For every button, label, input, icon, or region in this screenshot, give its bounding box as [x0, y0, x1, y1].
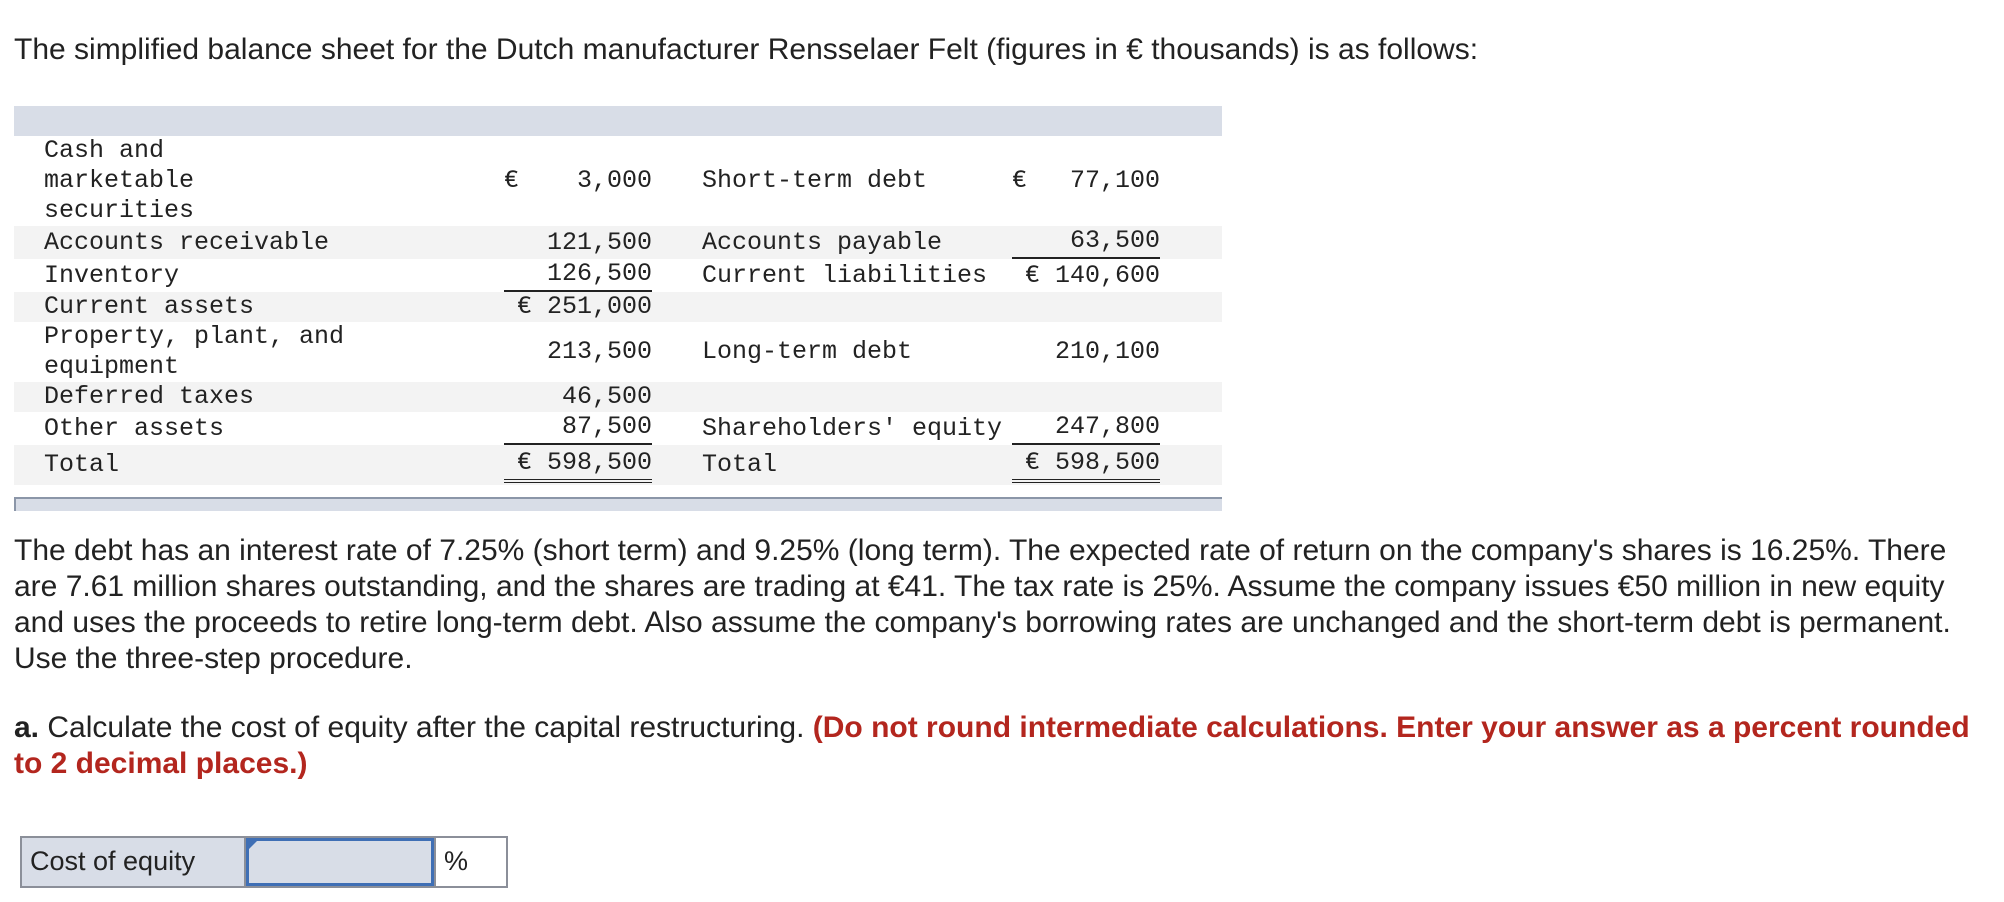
right-value: € 140,600 — [1024, 260, 1160, 290]
left-value: 213,500 — [546, 337, 652, 366]
table-row — [14, 322, 1222, 382]
left-label: Cash and marketable securities — [44, 136, 195, 225]
right-value: 247,800 — [1012, 412, 1160, 445]
right-label: Current liabilities — [702, 260, 988, 290]
right-label: Short-term debt — [702, 166, 928, 195]
problem-paragraph: The debt has an interest rate of 7.25% (short term) and 9.25% (long term). The expected rate of return on the company's shares is 16.25%. There are 7.61 million shares outstanding, and the shares are trading at €41. The tax rate is 25%. Assume the company issues €50 million in new equity and uses the proceeds to retire long-term debt. Also assume the company's borrowing rates are unchanged and the short-term debt is permanent. Use the three-step procedure. — [14, 534, 1951, 675]
left-value: 3,000 — [576, 166, 652, 195]
right-value: 77,100 — [1069, 166, 1160, 195]
left-label: Inventory — [44, 260, 180, 290]
cost-of-equity-input[interactable] — [246, 838, 434, 886]
input-flag-icon — [248, 840, 258, 850]
table-row — [14, 412, 1222, 445]
table-row — [14, 445, 1222, 485]
left-value: 46,500 — [561, 382, 652, 411]
right-label: Accounts payable — [672, 226, 1012, 259]
table-row — [14, 382, 1222, 412]
problem-intro: The simplified balance sheet for the Dutch manufacturer Rensselaer Felt (figures in € thousands) is as follows: — [14, 33, 1479, 66]
right-value: 63,500 — [1012, 226, 1160, 259]
right-label: Long-term debt — [702, 337, 913, 366]
right-label: Shareholders' equity — [702, 413, 1003, 443]
table-row — [14, 136, 1222, 226]
left-value: € 598,500 — [504, 448, 652, 483]
right-value: € 598,500 — [1012, 448, 1160, 483]
balance-sheet-table — [14, 136, 1222, 485]
left-label: Total — [14, 445, 504, 485]
question-instruction: (Do not round intermediate calculations. Enter your answer as a percent rounded to 2 decimal places.) — [14, 711, 1970, 780]
left-label: Property, plant, and equipment — [44, 322, 345, 381]
left-label: Other assets — [44, 413, 225, 443]
answer-label: Cost of equity — [22, 838, 246, 886]
percent-unit: % — [434, 838, 506, 886]
question-text: Calculate the cost of equity after the capital restructuring. — [39, 711, 813, 744]
table-row — [14, 259, 1222, 292]
left-value: 126,500 — [504, 259, 652, 292]
left-label: Accounts receivable — [14, 226, 504, 259]
balance-sheet-header-bar — [14, 106, 1222, 136]
balance-sheet-footer-bar — [14, 497, 1222, 511]
left-label: Deferred taxes — [14, 382, 504, 412]
right-label: Total — [672, 445, 1012, 485]
left-value: 121,500 — [546, 227, 652, 257]
question-a — [14, 710, 1974, 782]
left-value: 87,500 — [504, 412, 652, 445]
right-value: 210,100 — [1054, 337, 1160, 366]
answer-row — [20, 836, 508, 888]
balance-sheet — [14, 106, 1222, 511]
table-row — [14, 292, 1222, 322]
currency-symbol: € — [504, 166, 520, 195]
left-value: € 251,000 — [516, 292, 652, 321]
currency-symbol: € — [1012, 166, 1028, 195]
left-label: Current assets — [14, 292, 504, 322]
table-row — [14, 226, 1222, 259]
question-letter: a. — [14, 711, 40, 744]
